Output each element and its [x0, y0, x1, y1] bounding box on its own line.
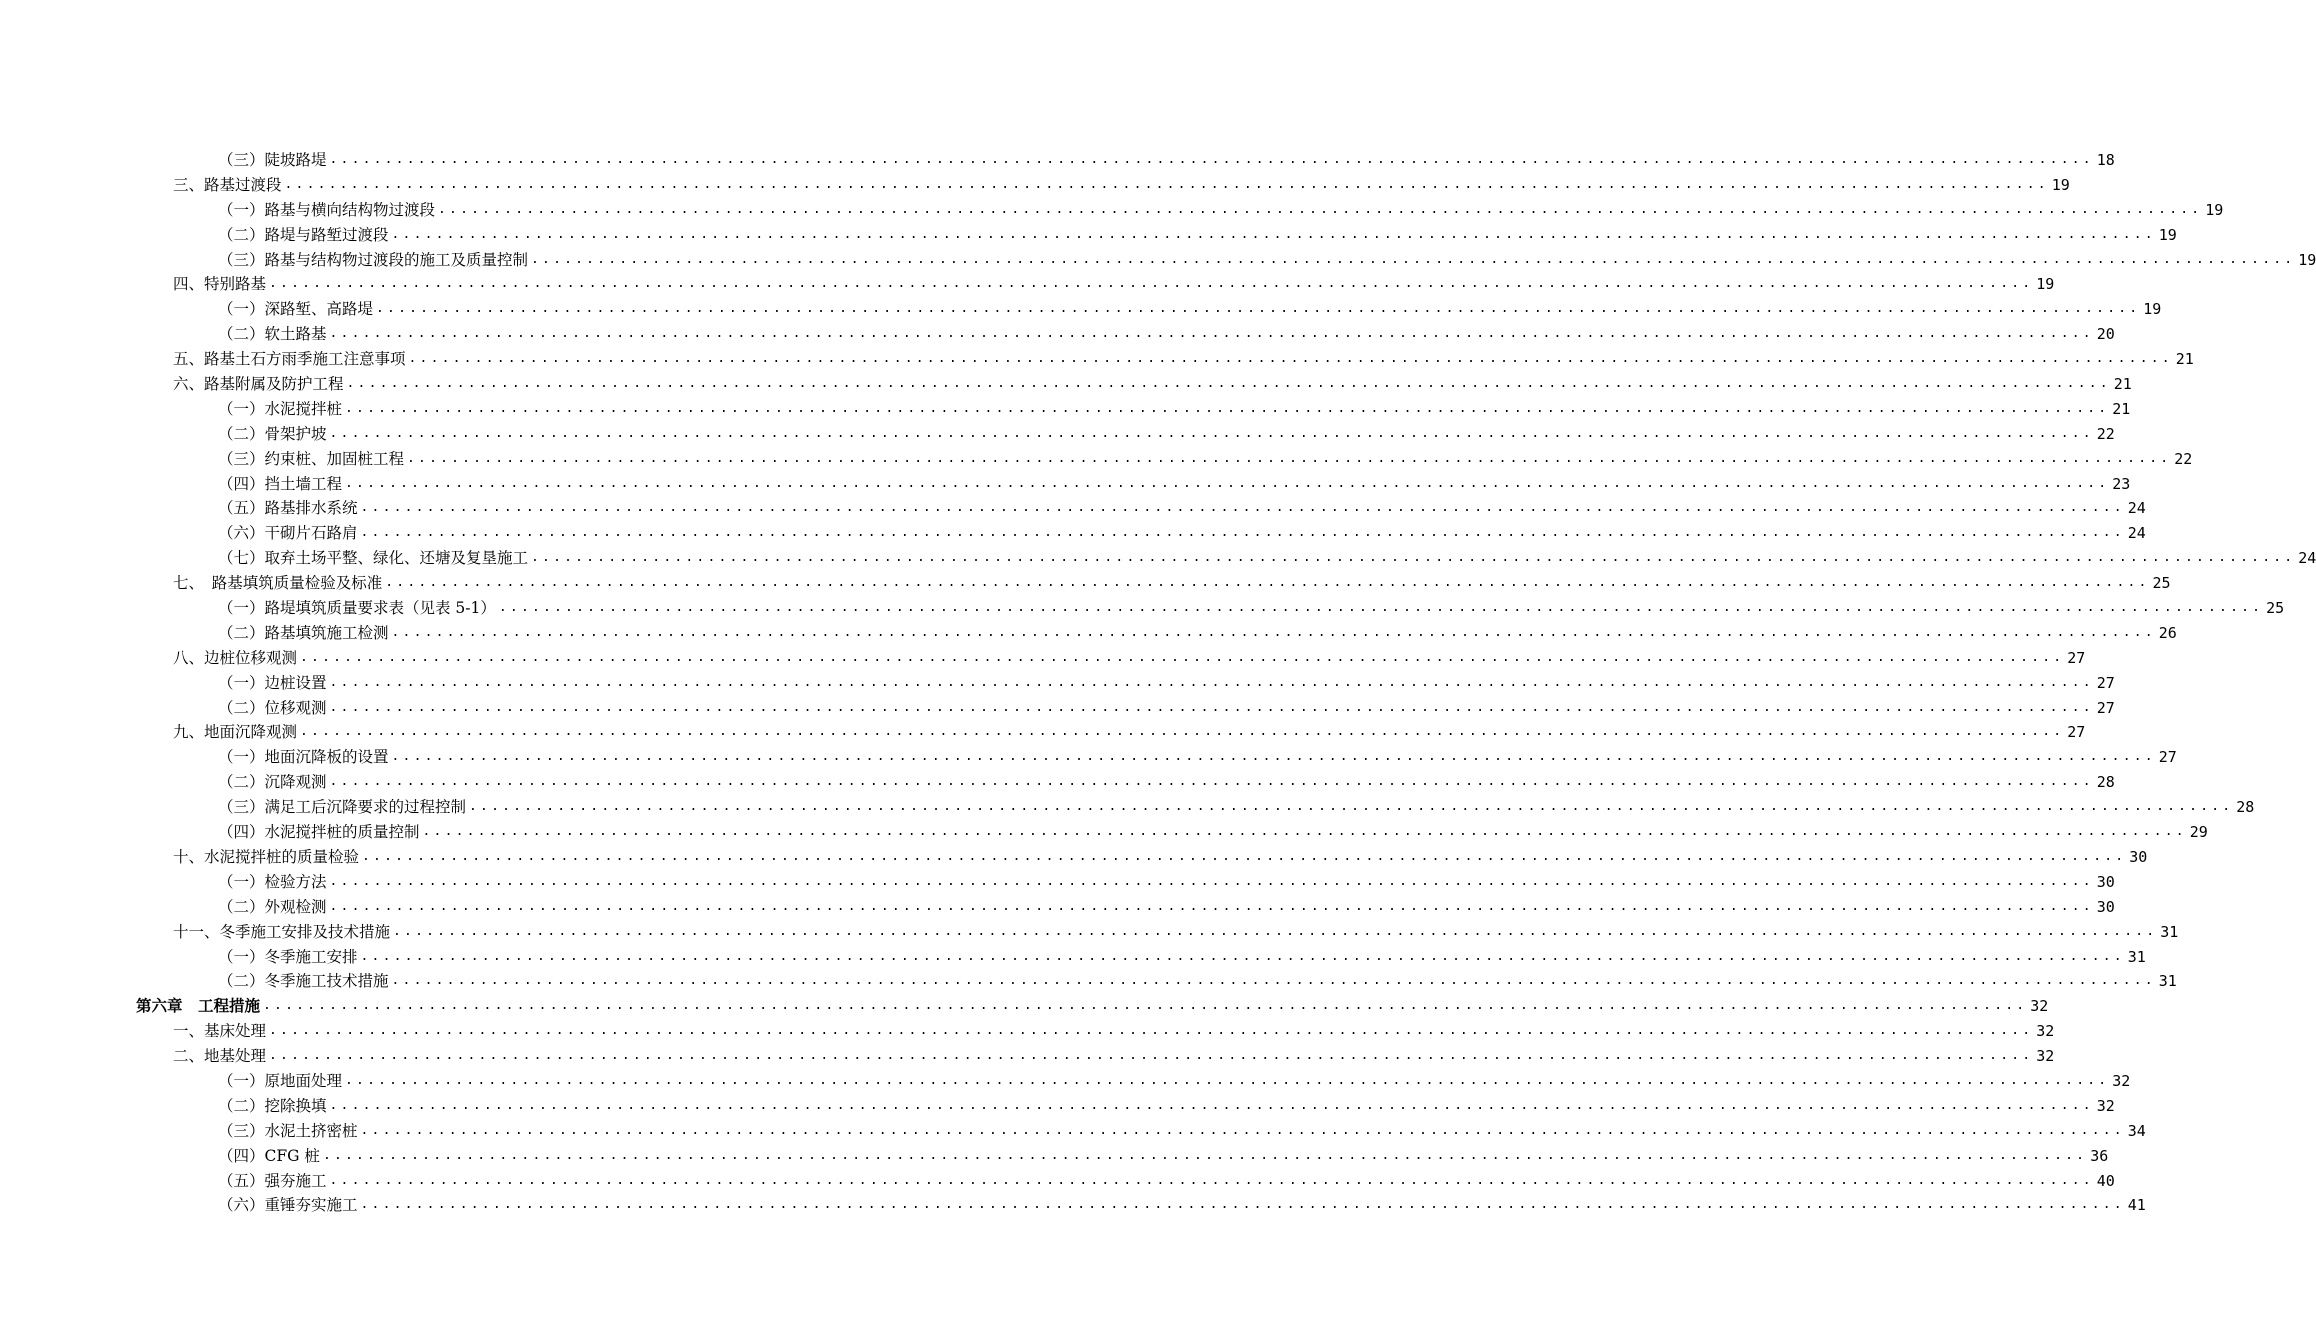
toc-subsection-entry[interactable] — [0, 1069, 2131, 1094]
toc-dot-leader: ................................................................................................................................................................ — [300, 724, 2065, 740]
toc-entry-title: （一）边桩设置 — [218, 673, 327, 692]
toc-page-number: 27 — [2096, 698, 2115, 717]
toc-entry-title: （一）深路堑、高路堤 — [218, 300, 374, 319]
toc-subsection-entry[interactable] — [0, 745, 2177, 770]
toc-entry-title: （一）检验方法 — [218, 872, 327, 891]
toc-section-entry[interactable] — [0, 571, 2171, 596]
toc-dot-leader: ................................................................................................................................................................ — [376, 301, 2141, 317]
toc-section-entry[interactable] — [0, 1019, 2055, 1044]
toc-entry-title: （三）满足工后沉降要求的过程控制 — [218, 798, 467, 817]
toc-entry-title: 十、水泥搅拌桩的质量检验 — [173, 847, 360, 866]
toc-subsection-entry[interactable] — [0, 297, 2162, 322]
toc-entry-title: 六、路基附属及防护工程 — [173, 375, 344, 394]
toc-entry-title: （一）地面沉降板的设置 — [218, 748, 389, 767]
toc-entry-title: （一）原地面处理 — [218, 1071, 343, 1090]
toc-page-number: 24 — [2127, 524, 2146, 543]
toc-dot-leader: ................................................................................................................................................................ — [391, 749, 2156, 765]
toc-page-number: 32 — [2112, 1071, 2131, 1090]
toc-page-number: 27 — [2067, 723, 2086, 742]
toc-dot-leader: ................................................................................................................................................................ — [391, 624, 2156, 640]
toc-page-number: 41 — [2127, 1196, 2146, 1215]
toc-page-number: 29 — [2189, 823, 2208, 842]
toc-dot-leader: ................................................................................................................................................................ — [345, 400, 2110, 416]
toc-subsection-entry[interactable] — [0, 472, 2131, 497]
toc-entry-title: （二）外观检测 — [218, 897, 327, 916]
toc-subsection-entry[interactable] — [0, 795, 2255, 820]
toc-entry-title: 五、路基土石方雨季施工注意事项 — [173, 350, 406, 369]
toc-dot-leader: ................................................................................................................................................................ — [329, 873, 2094, 889]
toc-entry-title: （二）挖除换填 — [218, 1096, 327, 1115]
toc-dot-leader: ................................................................................................................................................................ — [329, 674, 2094, 690]
toc-subsection-entry[interactable] — [0, 969, 2177, 994]
toc-dot-leader: ................................................................................................................................................................ — [360, 1122, 2125, 1138]
toc-subsection-entry[interactable] — [0, 596, 2285, 621]
toc-entry-title: （二）位移观测 — [218, 698, 327, 717]
toc-subsection-entry[interactable] — [0, 870, 2115, 895]
toc-page-number: 27 — [2096, 673, 2115, 692]
toc-page-number: 28 — [2236, 798, 2255, 817]
toc-page-number: 34 — [2127, 1121, 2146, 1140]
toc-page-number: 25 — [2266, 599, 2285, 618]
toc-dot-leader: ................................................................................................................................................................ — [329, 425, 2094, 441]
toc-subsection-entry[interactable] — [0, 322, 2115, 347]
toc-page-number: 22 — [2174, 449, 2193, 468]
toc-dot-leader: ................................................................................................................................................................ — [498, 600, 2264, 616]
toc-entry-title: （二）路堤与路堑过渡段 — [218, 225, 389, 244]
toc-entry-title: （一）路堤填筑质量要求表（见表 5-1） — [218, 599, 496, 618]
toc-dot-leader: ................................................................................................................................................................ — [300, 649, 2065, 665]
toc-entry-title: 二、地基处理 — [173, 1047, 267, 1066]
toc-dot-leader: ................................................................................................................................................................ — [329, 1097, 2094, 1113]
toc-entry-title: 四、特别路基 — [173, 275, 267, 294]
toc-entry-title: （三）路基与结构物过渡段的施工及质量控制 — [218, 250, 529, 269]
toc-subsection-entry[interactable] — [0, 521, 2146, 546]
toc-page-number: 22 — [2096, 424, 2115, 443]
toc-page-number: 24 — [2127, 499, 2146, 518]
toc-subsection-entry[interactable] — [0, 223, 2177, 248]
toc-page-number: 30 — [2096, 897, 2115, 916]
toc-dot-leader: ................................................................................................................................................................ — [391, 226, 2156, 242]
toc-dot-leader: ................................................................................................................................................................ — [408, 351, 2173, 367]
toc-page-number: 31 — [2127, 947, 2146, 966]
toc-page-number: 30 — [2129, 847, 2148, 866]
toc-dot-leader: ................................................................................................................................................................ — [329, 774, 2094, 790]
toc-section-entry[interactable] — [0, 173, 2070, 198]
toc-subsection-entry[interactable] — [0, 1094, 2115, 1119]
toc-page-number: 23 — [2112, 474, 2131, 493]
toc-dot-leader: ................................................................................................................................................................ — [362, 848, 2127, 864]
toc-dot-leader: ................................................................................................................................................................ — [329, 1172, 2094, 1188]
toc-section-entry[interactable] — [0, 845, 2148, 870]
toc-page-number: 36 — [2090, 1146, 2109, 1165]
toc-subsection-entry[interactable] — [0, 895, 2115, 920]
toc-entry-title: （二）软土路基 — [218, 325, 327, 344]
toc-subsection-entry[interactable] — [0, 422, 2115, 447]
toc-dot-leader: ................................................................................................................................................................ — [269, 1023, 2034, 1039]
toc-page-number: 32 — [2096, 1096, 2115, 1115]
toc-page-number: 32 — [2030, 997, 2049, 1016]
toc-entry-title: （二）路基填筑施工检测 — [218, 623, 389, 642]
toc-subsection-entry[interactable] — [0, 1119, 2146, 1144]
toc-entry-title: 十一、冬季施工安排及技术措施 — [173, 922, 391, 941]
toc-section-entry[interactable] — [0, 646, 2086, 671]
toc-entry-title: 第六章 工程措施 — [136, 996, 261, 1016]
toc-page-number: 19 — [2158, 225, 2177, 244]
toc-dot-leader: ................................................................................................................................................................ — [360, 500, 2125, 516]
toc-entry-title: （五）路基排水系统 — [218, 499, 358, 518]
toc-dot-leader: ................................................................................................................................................................ — [391, 973, 2156, 989]
toc-subsection-entry[interactable] — [0, 621, 2177, 646]
toc-entry-title: （三）约束桩、加固桩工程 — [218, 449, 405, 468]
toc-dot-leader: ................................................................................................................................................................ — [407, 450, 2172, 466]
toc-chapter-entry[interactable] — [0, 994, 2049, 1019]
toc-dot-leader: ................................................................................................................................................................ — [438, 201, 2203, 217]
toc-page-number: 27 — [2067, 648, 2086, 667]
toc-page-number: 19 — [2205, 200, 2224, 219]
toc-dot-leader: ................................................................................................................................................................ — [422, 824, 2187, 840]
toc-page-number: 26 — [2158, 623, 2177, 642]
toc-dot-leader: ................................................................................................................................................................ — [345, 1072, 2110, 1088]
toc-page-number: 21 — [2112, 399, 2131, 418]
toc-page-number: 24 — [2298, 549, 2316, 568]
toc-page-number: 32 — [2036, 1022, 2055, 1041]
toc-subsection-entry[interactable] — [0, 671, 2115, 696]
toc-section-entry[interactable] — [0, 720, 2086, 745]
toc-entry-title: 九、地面沉降观测 — [173, 723, 298, 742]
toc-dot-leader: ................................................................................................................................................................ — [360, 525, 2125, 541]
toc-page-number: 31 — [2160, 922, 2179, 941]
toc-section-entry[interactable] — [0, 1044, 2055, 1069]
toc-subsection-entry[interactable] — [0, 1144, 2109, 1169]
toc-entry-title: 三、路基过渡段 — [173, 175, 282, 194]
toc-dot-leader: ................................................................................................................................................................ — [531, 251, 2296, 267]
toc-dot-leader: ................................................................................................................................................................ — [345, 475, 2110, 491]
toc-subsection-entry[interactable] — [0, 1193, 2146, 1218]
toc-page-number: 31 — [2158, 972, 2177, 991]
toc-section-entry[interactable] — [0, 920, 2179, 945]
toc-entry-title: 八、边桩位移观测 — [173, 648, 298, 667]
toc-entry-title: （七）取弃土场平整、绿化、还塘及复垦施工 — [218, 549, 529, 568]
toc-page-number: 19 — [2143, 300, 2162, 319]
toc-entry-title: （四）CFG 桩 — [218, 1146, 320, 1165]
toc-dot-leader: ................................................................................................................................................................ — [360, 948, 2125, 964]
toc-entry-title: （三）陡坡路堤 — [218, 151, 327, 169]
toc-dot-leader: ................................................................................................................................................................ — [469, 799, 2234, 815]
toc-subsection-entry[interactable] — [0, 496, 2146, 521]
toc-entry-title: （二）骨架护坡 — [218, 424, 327, 443]
toc-page-number: 21 — [2175, 350, 2194, 369]
toc-section-entry[interactable] — [0, 272, 2055, 297]
toc-subsection-entry[interactable] — [0, 820, 2208, 845]
toc-dot-leader: ................................................................................................................................................................ — [263, 998, 2028, 1014]
toc-dot-leader: ................................................................................................................................................................ — [322, 1147, 2088, 1163]
toc-subsection-entry[interactable] — [0, 546, 2316, 571]
toc-page-number: 40 — [2096, 1171, 2115, 1190]
toc-dot-leader: ................................................................................................................................................................ — [329, 699, 2094, 715]
toc-dot-leader: ................................................................................................................................................................ — [329, 898, 2094, 914]
toc-entry-title: （五）强夯施工 — [218, 1171, 327, 1190]
toc-entry-title: （一）路基与横向结构物过渡段 — [218, 200, 436, 219]
toc-dot-leader: ................................................................................................................................................................ — [346, 376, 2111, 392]
toc-section-entry[interactable] — [0, 347, 2194, 372]
toc-page-number: 18 — [2096, 151, 2115, 169]
toc-page-number: 30 — [2096, 872, 2115, 891]
toc-page-number: 32 — [2036, 1047, 2055, 1066]
toc-subsection-entry[interactable] — [0, 198, 2224, 223]
toc-entry-title: （四）挡土墙工程 — [218, 474, 343, 493]
toc-entry-title: 一、基床处理 — [173, 1022, 267, 1041]
toc-page-number: 21 — [2113, 375, 2132, 394]
toc-dot-leader: ................................................................................................................................................................ — [393, 923, 2158, 939]
toc-page-number: 27 — [2158, 748, 2177, 767]
toc-dot-leader: ................................................................................................................................................................ — [284, 176, 2049, 192]
toc-dot-leader: ................................................................................................................................................................ — [269, 1048, 2034, 1064]
table-of-contents — [0, 148, 2316, 1218]
toc-subsection-entry[interactable] — [0, 248, 2316, 273]
toc-entry-title: （四）水泥搅拌桩的质量控制 — [218, 823, 420, 842]
toc-dot-leader: ................................................................................................................................................................ — [385, 575, 2150, 591]
toc-dot-leader: ................................................................................................................................................................ — [329, 152, 2094, 167]
toc-dot-leader: ................................................................................................................................................................ — [269, 276, 2034, 292]
toc-entry-title: （二）冬季施工技术措施 — [218, 972, 389, 991]
toc-page-number: 19 — [2298, 250, 2316, 269]
toc-entry-title: （六）重锤夯实施工 — [218, 1196, 358, 1215]
toc-entry-title: （六）干砌片石路肩 — [218, 524, 358, 543]
toc-page-number: 19 — [2051, 175, 2070, 194]
toc-subsection-entry[interactable] — [0, 770, 2115, 795]
toc-entry-title: （一）水泥搅拌桩 — [218, 399, 343, 418]
toc-subsection-entry[interactable] — [0, 447, 2193, 472]
toc-dot-leader: ................................................................................................................................................................ — [329, 326, 2094, 342]
toc-dot-leader: ................................................................................................................................................................ — [360, 1197, 2125, 1213]
toc-entry-title: （一）冬季施工安排 — [218, 947, 358, 966]
toc-entry-title: （二）沉降观测 — [218, 773, 327, 792]
toc-section-entry[interactable] — [0, 372, 2132, 397]
toc-subsection-entry[interactable] — [0, 148, 2115, 173]
toc-page-number: 20 — [2096, 325, 2115, 344]
toc-subsection-entry[interactable] — [0, 1169, 2115, 1194]
toc-page-number: 25 — [2152, 574, 2171, 593]
toc-subsection-entry[interactable] — [0, 397, 2131, 422]
toc-dot-leader: ................................................................................................................................................................ — [531, 550, 2296, 566]
toc-subsection-entry[interactable] — [0, 696, 2115, 721]
toc-entry-title: 七、 路基填筑质量检验及标准 — [173, 574, 383, 593]
toc-page-number: 19 — [2036, 275, 2055, 294]
toc-subsection-entry[interactable] — [0, 945, 2146, 970]
toc-page-number: 28 — [2096, 773, 2115, 792]
toc-entry-title: （三）水泥土挤密桩 — [218, 1121, 358, 1140]
